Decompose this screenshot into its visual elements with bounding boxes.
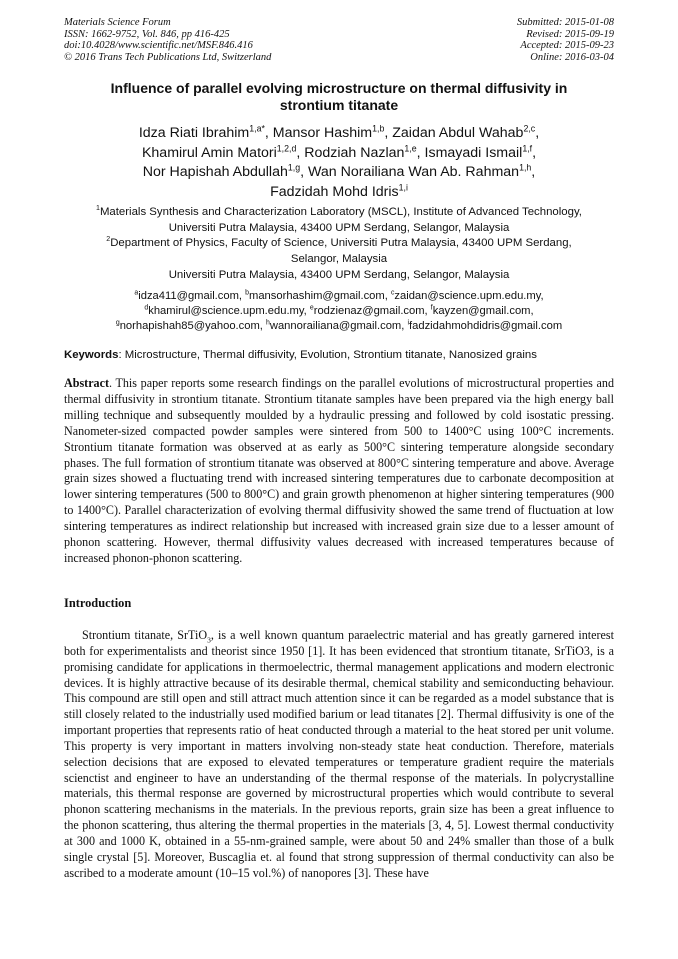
author-line bbox=[66, 144, 612, 164]
email-sup: a bbox=[134, 289, 139, 297]
journal-copyright: © 2016 Trans Tech Publications Ltd, Switzerland bbox=[64, 51, 272, 63]
email-link[interactable]: wannorailiana@gmail.com, bbox=[269, 320, 408, 333]
paper-title bbox=[70, 80, 608, 114]
introduction-body bbox=[64, 628, 614, 882]
email-sup: e bbox=[309, 304, 314, 312]
section-heading-introduction: Introduction bbox=[64, 596, 132, 610]
email-link[interactable]: rodzienaz@gmail.com, bbox=[313, 305, 431, 318]
email-sup: h bbox=[266, 319, 270, 327]
author-list bbox=[66, 124, 612, 202]
author-line bbox=[66, 163, 612, 183]
email-line bbox=[64, 319, 614, 334]
email-link[interactable]: mansorhashim@gmail.com, bbox=[249, 290, 391, 302]
affiliation-sup: 1 bbox=[96, 205, 100, 213]
author-sep: , bbox=[416, 144, 425, 161]
keywords-text: : Microstructure, Thermal diffusivity, Evolution, Strontium titanate, Nanosized grains bbox=[118, 349, 537, 361]
email-sup: d bbox=[144, 304, 149, 312]
journal-header bbox=[64, 17, 614, 63]
author-sep: , bbox=[535, 125, 540, 141]
author-name: Ismayadi Ismail bbox=[424, 144, 523, 161]
author-name: Khamirul Amin Matori bbox=[141, 144, 277, 161]
affiliation-line: Universiti Putra Malaysia, 43400 UPM Serdang, Selangor, Malaysia bbox=[168, 221, 510, 234]
email-sup: f bbox=[430, 304, 433, 312]
author-emails bbox=[64, 289, 614, 335]
email-line bbox=[64, 289, 614, 304]
email-link[interactable]: norhapishah85@yahoo.com, bbox=[119, 320, 267, 333]
email-sup: c bbox=[390, 289, 395, 297]
email-line bbox=[64, 304, 614, 319]
date-accepted: Accepted: 2015-09-23 bbox=[520, 40, 614, 52]
title-line: Influence of parallel evolving microstructure on thermal diffusivity in bbox=[110, 80, 568, 96]
author-name: Wan Norailiana Wan Ab. Rahman bbox=[307, 164, 520, 180]
author-sep: , bbox=[296, 144, 305, 161]
affiliation-line: Selangor, Malaysia bbox=[290, 253, 388, 266]
publication-dates bbox=[517, 17, 614, 63]
abstract-label: Abstract bbox=[64, 376, 110, 390]
date-submitted: Submitted: 2015-01-08 bbox=[516, 17, 614, 28]
intro-subscript: 3 bbox=[207, 635, 211, 645]
email-link[interactable]: kayzen@gmail.com, bbox=[432, 305, 534, 318]
journal-issn: ISSN: 1662-9752, Vol. 846, pp 416-425 bbox=[64, 28, 230, 40]
email-link[interactable]: fadzidahmohdidris@gmail.com bbox=[409, 320, 563, 333]
journal-info bbox=[64, 17, 271, 63]
author-name: Mansor Hashim bbox=[272, 125, 373, 141]
email-link[interactable]: khamirul@science.upm.edu.my, bbox=[148, 305, 310, 318]
affiliation-sup: 2 bbox=[106, 236, 111, 244]
date-revised: Revised: 2015-09-19 bbox=[526, 28, 614, 40]
affiliation-line bbox=[64, 205, 614, 221]
author-sep: , bbox=[300, 164, 308, 180]
author-sup: 1,e bbox=[404, 142, 417, 153]
author-sup: 2,c bbox=[523, 123, 536, 134]
author-sup: 1,a* bbox=[249, 123, 265, 134]
author-sup: 1,b bbox=[372, 123, 385, 134]
intro-text-pre: Strontium titanate, SrTiO bbox=[82, 628, 208, 642]
author-sep: , bbox=[532, 144, 537, 161]
affiliation-text: Materials Synthesis and Characterization Laboratory (MSCL), Institute of Advanced Technology, bbox=[99, 206, 582, 218]
email-sup: b bbox=[245, 289, 250, 297]
author-line bbox=[66, 124, 612, 144]
journal-doi: doi:10.4028/www.scientific.net/MSF.846.416 bbox=[64, 40, 253, 52]
affiliation-text: Department of Physics, Faculty of Science, Universiti Putra Malaysia, 43400 UPM Serdang, bbox=[110, 237, 572, 250]
author-sup: 1,g bbox=[287, 162, 301, 173]
keywords bbox=[64, 348, 614, 362]
affiliation-line: Universiti Putra Malaysia, 43400 UPM Serdang, Selangor, Malaysia bbox=[168, 268, 510, 281]
author-sep: , bbox=[531, 164, 536, 180]
author-sup: 1,f bbox=[522, 142, 533, 153]
title-line: strontium titanate bbox=[279, 97, 399, 113]
keywords-label: Keywords bbox=[64, 349, 119, 361]
affiliation-line bbox=[64, 236, 614, 252]
email-link[interactable]: zaidan@science.upm.edu.my, bbox=[394, 290, 544, 302]
author-name: Fadzidah Mohd Idris bbox=[270, 183, 399, 200]
author-name: Rodziah Nazlan bbox=[304, 144, 405, 161]
intro-text-post: , is a well known quantum paraelectric material and has greatly garnered interest both for experimentalists and theorist since 1950 [1]. It has been evidenced that strontium titanate, SrTiO3, is a promising candidate for applications in thermoelectric, thermal management applications and modern electronic devices. It is highly attractive because of its desirable thermal, chemical stability and semiconducting behaviour. This compound are still open and still attract much attention since it can be regarded as a model substance that is still closely related to the industrially used modified barium or lead titanates [2]. Thermal diffusivity is one of the important properties that represents ratio of heat conducted through a material to the heat stored per unit volume. This property is very important in matters involving non-steady state heat conduction. Therefore, materials selection decisions that are exposed to elevated temperatures or temperature gradient require the materials scienctist and engineer to have an understanding of the thermal response of the materials. In polycrystalline materials, this thermal response are governed by microstructural properties which would contribute to several phonon scattering mechanisms in the materials. In the previous reports, grain size has been a great influence to the phonon scattering, thus altering the thermal properties in the materials [3, 4, 5]. Lowest thermal conductivity at 300 and 1000 K, obtained in a 55-nm-grained sample, were about 50 and 24% smaller than those of a bulk single crystal [5]. Moreover, Buscaglia et. al found that strong suppression of thermal conductivity can also be ascribed to a moderate amount (10–15 vol.%) of nanopores [3]. These have bbox=[64, 628, 614, 880]
author-name: Idza Riati Ibrahim bbox=[138, 125, 250, 141]
author-sup: 1,i bbox=[398, 181, 408, 192]
email-sup: i bbox=[407, 319, 410, 327]
affiliations bbox=[64, 205, 614, 284]
author-sup: 1,2,d bbox=[276, 142, 297, 153]
abstract bbox=[64, 376, 614, 567]
abstract-text: . This paper reports some research findings on the parallel evolutions of microstructural properties and thermal diffusivity in strontium titanate. Strontium titanate samples have been prepared via the high energy ball milling technique and subsequently moulded by a hydraulic pressing and followed by cold isostatic pressing. Nanometer-sized compacted powder samples were sintered from 500 to 1400°C using 100°C increments. Strontium titanate formation was observed at as early as 500°C sintering temperature alongside secondary phases. The full formation of strontium titanate was observed at 800°C sintering temperature and above. Average grain sizes showed a fluctuating trend with increased sintering temperatures due to carbonate decomposition at lower sintering temperatures (500 to 800°C) and grain growth phenomenon at higher sintering temperatures (900 to 1400°C). Parallel characterization of evolving thermal diffusivity showed the same trend of fluctuation at low sintering temperatures as indirect relationship but increased with increased grain size due to a lesser amount of phonon scattering. However, thermal diffusivity values decreased with increased temperatures because of increased phonon-phonon scattering. bbox=[64, 376, 614, 565]
date-online: Online: 2016-03-04 bbox=[530, 51, 614, 63]
email-sup: g bbox=[115, 319, 120, 327]
email-link[interactable]: idza411@gmail.com, bbox=[138, 290, 246, 302]
author-line bbox=[66, 183, 612, 203]
author-sup: 1,h bbox=[519, 162, 532, 173]
author-sep: , bbox=[384, 125, 393, 141]
author-name: Nor Hapishah Abdullah bbox=[142, 164, 288, 180]
author-name: Zaidan Abdul Wahab bbox=[392, 125, 524, 141]
journal-name: Materials Science Forum bbox=[64, 17, 171, 28]
author-sep: , bbox=[264, 125, 273, 141]
